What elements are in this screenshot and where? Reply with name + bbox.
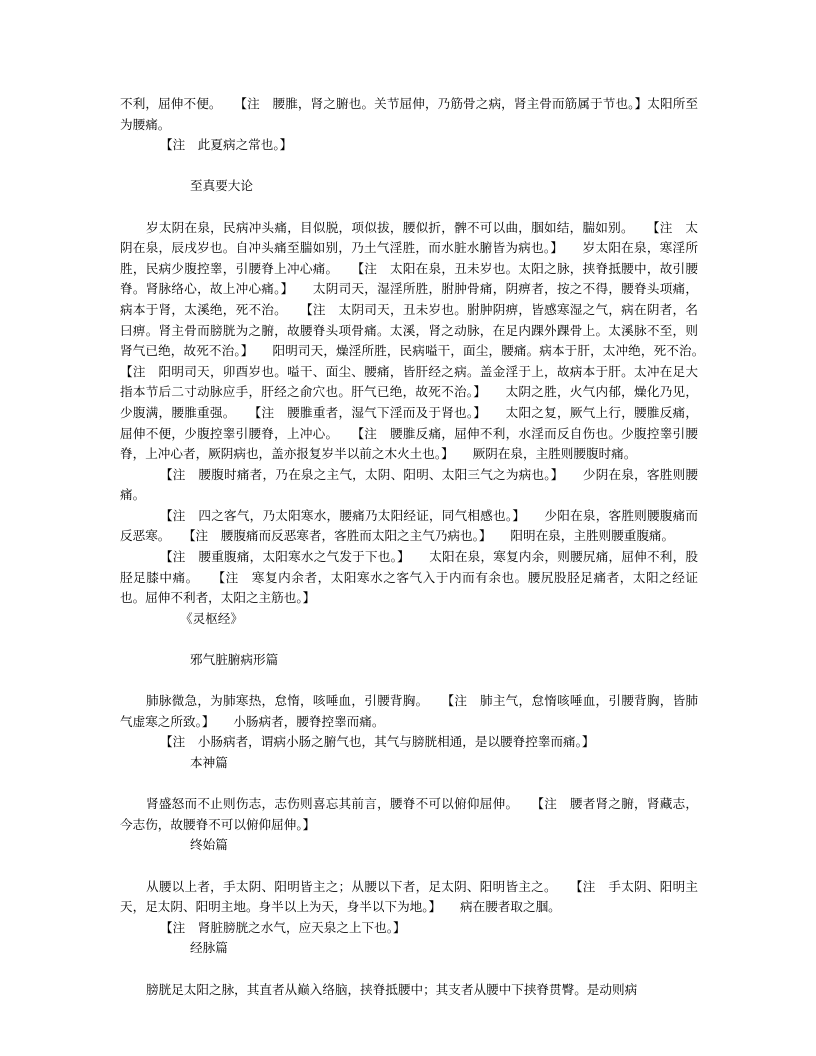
paragraph: 膀胱足太阳之脉，其直者从巅入络脑，挟脊抵腰中；其支者从腰中下挟脊贯臀。是动则病 — [146, 981, 638, 997]
section-heading: 本神篇 — [190, 755, 228, 770]
section-heading: 终始篇 — [190, 837, 228, 853]
paragraph: 【注 腰重腹痛，太阳寒水之气发于下也。】 太阳在泉，寒复内余，则腰尻痛，屈伸不利，股胫足膝中痛。 【注 寒复内余者，太阳寒水之客气入于内而有余也。腰尻股胫足痛者，太阳之经证也。屈伸不利者，太阳之主筋也。】 — [120, 549, 698, 606]
paragraph: 岁太阴在泉，民病冲头痛，目似脱，项似拔，腰似折，髀不可以曲，腘如结，腨如别。 【注 太阴在泉，辰戌岁也。自冲头痛至腨如别，乃土气淫胜，而水脏水腑皆为病也。】 岁太阳在泉，寒淫所胜，民病少腹控睾，引腰脊上冲心痛。 【注 太阳在泉，丑未岁也。太阳之脉，挟脊抵腰中，故引腰脊。肾脉络心，故上冲心痛。】 太阴司天，湿淫所胜，胕肿骨痛，阴痹者，按之不得，腰脊头项痛，病本于肾，太溪绝，死不治。 【注 太阴司天，丑未岁也。胕肿阴痹，皆感寒湿之气，病在阴者，名曰痹。肾主骨而膀胱为之腑，故腰脊头项骨痛。太溪，肾之动脉，在足内踝外踝骨上。太溪脉不至，则肾气已绝，故死不治。】 阳明司天，燥淫所胜，民病嗌干，面尘，腰痛。病本于肝，太冲绝，死不治。 【注 阳明司天，卯酉岁也。嗌干、面尘、腰痛，皆肝经之病。盖金淫于上，故病本于肝。太冲在足大指本节后二寸动脉应手，肝经之俞穴也。肝气已绝，故死不治。】 太阴之胜，火气内郁，燥化乃见，少腹满，腰脽重强。 【注 腰脽重者，湿气下淫而及于肾也。】 太阳之复，厥气上行，腰脽反痛，屈伸不便，少腹控睾引腰脊，上冲心。 【注 腰脽反痛，屈伸不利，水淫而反自伤也。少腹控睾引腰脊，上冲心者，厥阴病也，盖亦报复岁半以前之木火土也。】 厥阴在泉，主胜则腰腹时痛。 — [120, 219, 724, 462]
section-heading: 邪气脏腑病形篇 — [190, 652, 279, 668]
paragraph: 肾盛怒而不止则伤志，志伤则喜忘其前言，腰脊不可以俯仰屈伸。 【注 腰者肾之腑，肾藏志，今志伤，故腰脊不可以俯仰屈伸。】 — [120, 796, 698, 832]
paragraph: 肺脉微急，为肺寒热，怠惰，咳唾血，引腰背胸。 【注 肺主气，怠惰咳唾血，引腰背胸，皆肺气虚寒之所致。】 小肠病者，腰脊控睾而痛。 — [120, 693, 698, 729]
text-line: 不利，屈伸不便。 【注 腰脽，肾之腑也。关节屈伸，乃筋骨之病，肾主骨而筋属于节也。】太阳所至为腰痛。 — [120, 96, 698, 132]
paragraph: 【注 小肠病者，谓病小肠之腑气也，其气与膀胱相通，是以腰脊控睾而痛。】 — [160, 734, 595, 750]
paragraph: 【注 四之客气，乃太阳寒水，腰痛乃太阳经证，同气相感也。】 少阳在泉，客胜则腰腹痛而反恶寒。 【注 腰腹痛而反恶寒者，客胜而太阳之主气乃病也。】 阳明在泉，主胜则腰重腹痛。 — [120, 507, 698, 544]
section-heading: 至真要大论 — [190, 178, 253, 194]
paragraph: 从腰以上者，手太阴、阳明皆主之；从腰以下者，足太阴、阳明皆主之。 【注 手太阴、阳明主天，足太阴、阳明主地。身半以上为天，身半以下为地。】 病在腰者取之腘。 — [120, 878, 698, 915]
section-heading: 经脉篇 — [190, 940, 228, 956]
paragraph: 【注 肾脏膀胱之水气，应天泉之上下也。】 — [160, 919, 406, 935]
paragraph: 【注 腰腹时痛者，乃在泉之主气，太阴、阳明、太阳三气之为病也。】 少阴在泉，客胜则腰痛。 — [120, 466, 698, 503]
document-page — [120, 94, 724, 1000]
book-title: 《灵枢经》 — [180, 610, 243, 626]
note-line: 【注 此夏病之常也。】 — [160, 137, 293, 153]
